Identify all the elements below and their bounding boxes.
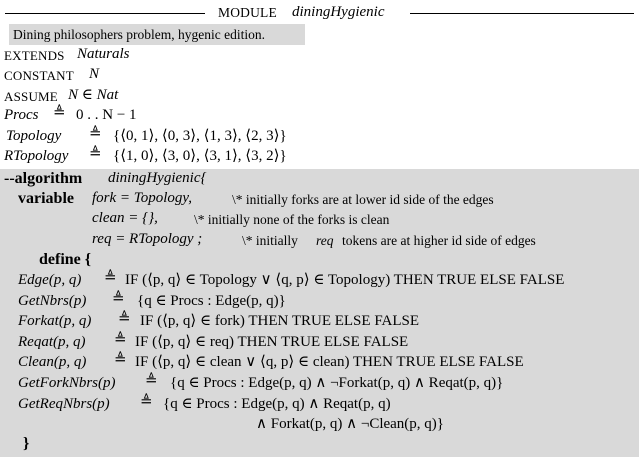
def-rhs: {q ∈ Procs : Edge(p, q)} <box>137 293 286 309</box>
define-keyword: define { <box>39 251 92 268</box>
topology-definition: {⟨0, 1⟩, ⟨0, 3⟩, ⟨1, 3⟩, ⟨2, 3⟩} <box>113 128 287 144</box>
module-keyword: MODULE <box>218 5 277 20</box>
constant-value: N <box>89 66 100 82</box>
var-clean: clean = {}, <box>92 210 158 226</box>
def-lhs: GetReqNbrs(p) <box>18 396 110 412</box>
module-name: diningHygienic <box>292 4 385 20</box>
procs-defeq: ≜ <box>53 105 66 121</box>
assume-expression: N ∈ Nat <box>68 87 119 103</box>
module-rule-right <box>410 13 634 14</box>
def-lhs: GetForkNbrs(p) <box>18 375 116 391</box>
assume-keyword: ASSUME <box>4 89 58 104</box>
var-fork-comment: \* initially forks are at lower id side of the edges <box>232 192 494 207</box>
var-req: req = RTopology ; <box>92 231 203 247</box>
var-fork: fork = Topology, <box>92 190 192 206</box>
rtopology-name: RTopology <box>4 148 69 164</box>
constant-keyword: CONSTANT <box>4 68 74 83</box>
def-lhs: Clean(p, q) <box>18 354 87 370</box>
def-rhs: IF (⟨p, q⟩ ∈ clean ∨ ⟨q, p⟩ ∈ clean) THEN TRUE ELSE FALSE <box>135 354 524 370</box>
def-lhs: Forkat(p, q) <box>18 313 92 329</box>
rtopology-definition: {⟨1, 0⟩, ⟨3, 0⟩, ⟨3, 1⟩, ⟨3, 2⟩} <box>113 148 287 164</box>
module-rule-left <box>5 13 205 14</box>
def-lhs: Reqat(p, q) <box>18 334 86 350</box>
topology-defeq: ≜ <box>89 126 102 142</box>
def-rhs: {q ∈ Procs : Edge(p, q) ∧ Reqat(p, q) <box>163 396 391 412</box>
define-close-brace: } <box>23 435 30 452</box>
topology-name: Topology <box>6 128 62 144</box>
extends-value: Naturals <box>77 46 130 62</box>
procs-name: Procs <box>4 107 39 123</box>
rtopology-defeq: ≜ <box>89 146 102 162</box>
var-clean-comment: \* initially none of the forks is clean <box>194 212 390 227</box>
var-req-comment-a: \* initially <box>242 233 298 248</box>
extends-keyword: EXTENDS <box>4 48 65 63</box>
def-lhs: Edge(p, q) <box>18 272 82 288</box>
algorithm-keyword: --algorithm <box>4 170 83 187</box>
def-rhs: IF (⟨p, q⟩ ∈ req) THEN TRUE ELSE FALSE <box>135 334 409 350</box>
def-rhs: IF (⟨p, q⟩ ∈ fork) THEN TRUE ELSE FALSE <box>140 313 420 329</box>
module-comment: Dining philosophers problem, hygenic edition. <box>13 27 265 42</box>
def-rhs: {q ∈ Procs : Edge(p, q) ∧ ¬Forkat(p, q) ∧ Reqat(p, q)} <box>170 375 504 391</box>
var-req-comment-c: tokens are at higher id side of edges <box>342 233 536 248</box>
procs-definition: 0 . . N − 1 <box>76 107 137 123</box>
def-defeq: ≜ <box>114 332 127 348</box>
var-req-comment-b: req <box>316 233 334 248</box>
def-lhs: GetNbrs(p) <box>18 293 87 309</box>
variable-keyword: variable <box>18 190 74 207</box>
def-defeq: ≜ <box>140 394 153 410</box>
def-defeq: ≜ <box>118 311 131 327</box>
def-defeq: ≜ <box>112 291 125 307</box>
def-rhs: IF (⟨p, q⟩ ∈ Topology ∨ ⟨q, p⟩ ∈ Topology) THEN TRUE ELSE FALSE <box>125 272 565 288</box>
def-defeq: ≜ <box>104 270 117 286</box>
algorithm-name: diningHygienic{ <box>108 170 207 186</box>
def-defeq: ≜ <box>145 373 158 389</box>
def-defeq: ≜ <box>114 352 127 368</box>
def-continuation: ∧ Forkat(p, q) ∧ ¬Clean(p, q)} <box>256 416 444 432</box>
